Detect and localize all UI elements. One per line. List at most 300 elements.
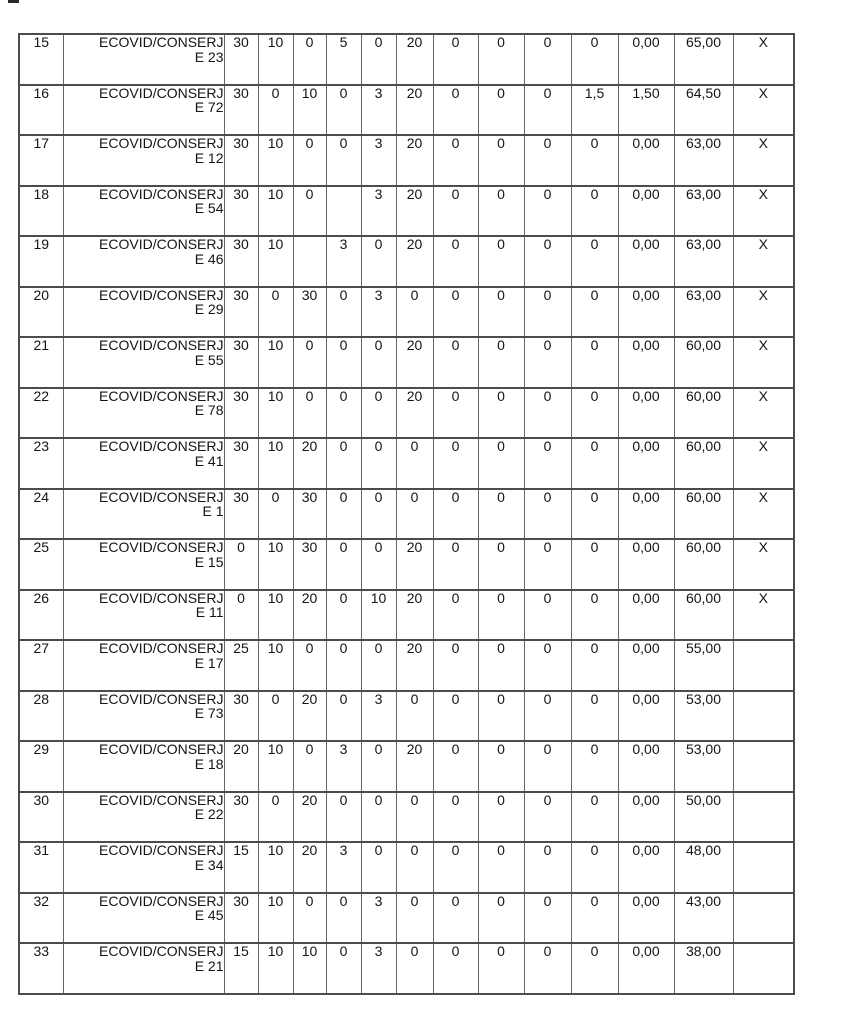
candidate-name-prefix: ECOVID/CONSERJ bbox=[99, 791, 224, 808]
score-cell-1: 20 bbox=[224, 741, 258, 792]
candidate-name-cell bbox=[63, 34, 224, 85]
score-cell-9: 0 bbox=[524, 236, 571, 287]
score-cell-7: 0 bbox=[433, 438, 478, 489]
score-cell-10: 0 bbox=[571, 388, 618, 439]
score-cell-10: 0 bbox=[571, 34, 618, 85]
candidate-code: E 72 bbox=[194, 99, 224, 115]
score-cell-3: 0 bbox=[293, 186, 326, 237]
candidate-name-prefix: ECOVID/CONSERJ bbox=[99, 438, 224, 454]
decimal-score-cell: 0,00 bbox=[618, 186, 674, 237]
total-score-cell: 43,00 bbox=[674, 893, 733, 944]
row-number: 25 bbox=[19, 539, 63, 590]
decimal-score-cell: 0,00 bbox=[618, 34, 674, 85]
score-cell-8: 0 bbox=[478, 893, 524, 944]
candidate-code: E 73 bbox=[194, 705, 224, 721]
score-cell-4: 0 bbox=[326, 287, 361, 338]
score-cell-2: 10 bbox=[258, 236, 293, 287]
score-cell-6: 0 bbox=[396, 943, 433, 994]
score-cell-3: 0 bbox=[293, 741, 326, 792]
selected-x-mark: X bbox=[733, 135, 794, 186]
table-row bbox=[19, 236, 794, 287]
total-score-cell: 38,00 bbox=[674, 943, 733, 994]
score-cell-1: 30 bbox=[224, 489, 258, 540]
score-cell-10: 0 bbox=[571, 539, 618, 590]
selected-x-mark bbox=[733, 640, 794, 691]
score-cell-1: 0 bbox=[224, 539, 258, 590]
decimal-score-cell: 0,00 bbox=[618, 792, 674, 843]
score-cell-6: 0 bbox=[396, 438, 433, 489]
total-score-cell: 63,00 bbox=[674, 287, 733, 338]
score-cell-6: 20 bbox=[396, 640, 433, 691]
score-cell-10: 0 bbox=[571, 135, 618, 186]
score-cell-2: 10 bbox=[258, 337, 293, 388]
selected-x-mark: X bbox=[733, 34, 794, 85]
table-row bbox=[19, 34, 794, 85]
score-cell-2: 10 bbox=[258, 135, 293, 186]
decimal-score-cell: 0,00 bbox=[618, 438, 674, 489]
candidate-name-cell bbox=[63, 893, 224, 944]
selected-x-mark: X bbox=[733, 287, 794, 338]
score-cell-5: 3 bbox=[361, 287, 396, 338]
candidate-name-prefix: ECOVID/CONSERJ bbox=[99, 842, 224, 858]
selected-x-mark: X bbox=[733, 85, 794, 136]
candidate-code: E 54 bbox=[194, 200, 224, 216]
score-cell-4: 0 bbox=[326, 135, 361, 186]
candidate-name-prefix: ECOVID/CONSERJ bbox=[99, 84, 224, 101]
score-cell-10: 0 bbox=[571, 842, 618, 893]
total-score-cell: 50,00 bbox=[674, 792, 733, 843]
score-cell-6: 20 bbox=[396, 337, 433, 388]
table-row bbox=[19, 287, 794, 338]
score-cell-8: 0 bbox=[478, 640, 524, 691]
score-cell-5: 0 bbox=[361, 792, 396, 843]
score-cell-9: 0 bbox=[524, 287, 571, 338]
score-cell-4: 3 bbox=[326, 842, 361, 893]
score-cell-7: 0 bbox=[433, 489, 478, 540]
total-score-cell: 63,00 bbox=[674, 135, 733, 186]
candidate-code: E 34 bbox=[194, 856, 224, 873]
score-cell-10: 0 bbox=[571, 489, 618, 540]
row-number: 22 bbox=[19, 388, 63, 439]
score-cell-1: 30 bbox=[224, 34, 258, 85]
score-cell-3: 20 bbox=[293, 691, 326, 742]
decimal-score-cell: 0,00 bbox=[618, 590, 674, 641]
score-cell-6: 0 bbox=[396, 792, 433, 843]
score-cell-5: 3 bbox=[361, 893, 396, 944]
score-cell-9: 0 bbox=[524, 590, 571, 641]
row-number: 33 bbox=[19, 943, 63, 994]
score-cell-1: 30 bbox=[224, 287, 258, 338]
candidate-name-cell bbox=[63, 842, 224, 893]
score-cell-5: 0 bbox=[361, 640, 396, 691]
table-body bbox=[19, 34, 794, 994]
score-cell-5: 3 bbox=[361, 85, 396, 136]
score-cell-8: 0 bbox=[478, 388, 524, 439]
score-cell-5: 0 bbox=[361, 34, 396, 85]
score-cell-7: 0 bbox=[433, 388, 478, 439]
candidate-name-prefix: ECOVID/CONSERJ bbox=[99, 337, 224, 353]
score-cell-1: 30 bbox=[224, 85, 258, 136]
score-cell-8: 0 bbox=[478, 539, 524, 590]
candidate-name-cell bbox=[63, 135, 224, 186]
score-cell-7: 0 bbox=[433, 792, 478, 843]
score-cell-5: 0 bbox=[361, 438, 396, 489]
table-row bbox=[19, 85, 794, 136]
selected-x-mark bbox=[733, 893, 794, 944]
score-cell-4: 3 bbox=[326, 236, 361, 287]
total-score-cell: 60,00 bbox=[674, 337, 733, 388]
score-cell-10: 0 bbox=[571, 337, 618, 388]
score-cell-4: 0 bbox=[326, 640, 361, 691]
row-number: 21 bbox=[19, 337, 63, 388]
candidate-name-prefix: ECOVID/CONSERJ bbox=[99, 387, 224, 404]
score-cell-3: 0 bbox=[293, 893, 326, 944]
score-cell-9: 0 bbox=[524, 489, 571, 540]
score-cell-7: 0 bbox=[433, 85, 478, 136]
row-number: 27 bbox=[19, 640, 63, 691]
candidate-name-prefix: ECOVID/CONSERJ bbox=[99, 286, 224, 303]
score-cell-2: 10 bbox=[258, 640, 293, 691]
decimal-score-cell: 0,00 bbox=[618, 539, 674, 590]
total-score-cell: 53,00 bbox=[674, 741, 733, 792]
score-cell-7: 0 bbox=[433, 943, 478, 994]
candidate-name-cell bbox=[63, 539, 224, 590]
score-cell-7: 0 bbox=[433, 893, 478, 944]
candidate-code: E 23 bbox=[194, 48, 224, 65]
candidate-name-prefix: ECOVID/CONSERJ bbox=[99, 135, 224, 151]
score-cell-4: 0 bbox=[326, 943, 361, 994]
selected-x-mark: X bbox=[733, 590, 794, 641]
score-cell-8: 0 bbox=[478, 135, 524, 186]
score-cell-4: 0 bbox=[326, 590, 361, 641]
score-cell-10: 0 bbox=[571, 792, 618, 843]
selected-x-mark bbox=[733, 792, 794, 843]
decimal-score-cell: 0,00 bbox=[618, 842, 674, 893]
total-score-cell: 55,00 bbox=[674, 640, 733, 691]
selected-x-mark: X bbox=[733, 539, 794, 590]
score-cell-6: 20 bbox=[396, 590, 433, 641]
score-cell-5: 10 bbox=[361, 590, 396, 641]
score-cell-7: 0 bbox=[433, 842, 478, 893]
score-cell-3: 20 bbox=[293, 438, 326, 489]
score-cell-8: 0 bbox=[478, 489, 524, 540]
score-cell-9: 0 bbox=[524, 539, 571, 590]
score-cell-2: 0 bbox=[258, 85, 293, 136]
score-cell-7: 0 bbox=[433, 539, 478, 590]
score-cell-5: 3 bbox=[361, 691, 396, 742]
candidate-name-prefix: ECOVID/CONSERJ bbox=[99, 892, 224, 909]
row-number: 26 bbox=[19, 590, 63, 641]
candidate-name-cell bbox=[63, 691, 224, 742]
score-cell-6: 0 bbox=[396, 893, 433, 944]
score-cell-2: 0 bbox=[258, 489, 293, 540]
table-row bbox=[19, 539, 794, 590]
score-cell-5: 3 bbox=[361, 943, 396, 994]
total-score-cell: 65,00 bbox=[674, 34, 733, 85]
score-cell-10: 0 bbox=[571, 438, 618, 489]
score-cell-8: 0 bbox=[478, 34, 524, 85]
candidate-name-cell bbox=[63, 438, 224, 489]
candidate-code: E 29 bbox=[194, 301, 224, 317]
candidate-code: E 1 bbox=[202, 503, 224, 519]
candidate-name-cell bbox=[63, 792, 224, 843]
score-cell-7: 0 bbox=[433, 186, 478, 237]
score-cell-5: 3 bbox=[361, 135, 396, 186]
row-number: 28 bbox=[19, 691, 63, 742]
score-cell-9: 0 bbox=[524, 792, 571, 843]
score-cell-7: 0 bbox=[433, 640, 478, 691]
score-cell-9: 0 bbox=[524, 438, 571, 489]
candidate-name-cell bbox=[63, 388, 224, 439]
score-cell-10: 0 bbox=[571, 893, 618, 944]
score-cell-3: 0 bbox=[293, 34, 326, 85]
decimal-score-cell: 0,00 bbox=[618, 691, 674, 742]
score-cell-6: 0 bbox=[396, 489, 433, 540]
score-cell-3: 30 bbox=[293, 539, 326, 590]
score-cell-4: 3 bbox=[326, 741, 361, 792]
score-cell-8: 0 bbox=[478, 236, 524, 287]
total-score-cell: 60,00 bbox=[674, 388, 733, 439]
decimal-score-cell: 0,00 bbox=[618, 943, 674, 994]
candidate-name-cell bbox=[63, 337, 224, 388]
score-cell-10: 0 bbox=[571, 186, 618, 237]
score-cell-7: 0 bbox=[433, 590, 478, 641]
score-cell-3: 0 bbox=[293, 640, 326, 691]
score-cell-7: 0 bbox=[433, 691, 478, 742]
decimal-score-cell: 0,00 bbox=[618, 741, 674, 792]
score-cell-6: 20 bbox=[396, 539, 433, 590]
score-cell-4: 0 bbox=[326, 388, 361, 439]
candidate-code: E 18 bbox=[194, 755, 224, 772]
selected-x-mark bbox=[733, 943, 794, 994]
score-cell-10: 0 bbox=[571, 640, 618, 691]
score-cell-3: 20 bbox=[293, 590, 326, 641]
candidate-name-prefix: ECOVID/CONSERJ bbox=[99, 185, 224, 202]
score-cell-9: 0 bbox=[524, 741, 571, 792]
selected-x-mark: X bbox=[733, 388, 794, 439]
candidate-name-cell bbox=[63, 186, 224, 237]
score-cell-6: 0 bbox=[396, 287, 433, 338]
score-cell-9: 0 bbox=[524, 186, 571, 237]
score-cell-5: 0 bbox=[361, 337, 396, 388]
score-cell-5: 0 bbox=[361, 539, 396, 590]
decimal-score-cell: 0,00 bbox=[618, 337, 674, 388]
total-score-cell: 53,00 bbox=[674, 691, 733, 742]
score-cell-9: 0 bbox=[524, 893, 571, 944]
score-cell-9: 0 bbox=[524, 34, 571, 85]
score-cell-1: 30 bbox=[224, 135, 258, 186]
candidate-name-cell bbox=[63, 236, 224, 287]
score-cell-9: 0 bbox=[524, 943, 571, 994]
score-cell-3: 0 bbox=[293, 135, 326, 186]
candidate-code: E 55 bbox=[194, 351, 224, 368]
score-cell-2: 10 bbox=[258, 186, 293, 237]
row-number: 16 bbox=[19, 85, 63, 136]
candidate-name-cell bbox=[63, 287, 224, 338]
candidate-name-prefix: ECOVID/CONSERJ bbox=[99, 539, 224, 555]
total-score-cell: 60,00 bbox=[674, 489, 733, 540]
candidate-code: E 11 bbox=[195, 604, 224, 620]
score-cell-1: 30 bbox=[224, 792, 258, 843]
table-row bbox=[19, 489, 794, 540]
candidate-name-prefix: ECOVID/CONSERJ bbox=[99, 741, 224, 757]
score-cell-10: 0 bbox=[571, 943, 618, 994]
selected-x-mark: X bbox=[733, 186, 794, 237]
table-row bbox=[19, 590, 794, 641]
score-cell-8: 0 bbox=[478, 337, 524, 388]
selected-x-mark bbox=[733, 842, 794, 893]
score-cell-4: 0 bbox=[326, 489, 361, 540]
score-cell-8: 0 bbox=[478, 590, 524, 641]
row-number: 31 bbox=[19, 842, 63, 893]
decimal-score-cell: 0,00 bbox=[618, 388, 674, 439]
candidate-code: E 45 bbox=[194, 907, 224, 923]
score-cell-3 bbox=[293, 236, 326, 287]
row-number: 15 bbox=[19, 34, 63, 85]
decimal-score-cell: 0,00 bbox=[618, 236, 674, 287]
total-score-cell: 60,00 bbox=[674, 438, 733, 489]
candidate-code: E 78 bbox=[194, 402, 224, 418]
score-cell-2: 10 bbox=[258, 34, 293, 85]
candidate-name-cell bbox=[63, 85, 224, 136]
score-cell-6: 20 bbox=[396, 236, 433, 287]
score-cell-1: 30 bbox=[224, 438, 258, 489]
score-cell-6: 20 bbox=[396, 34, 433, 85]
score-cell-4: 5 bbox=[326, 34, 361, 85]
score-cell-10: 0 bbox=[571, 236, 618, 287]
score-cell-8: 0 bbox=[478, 792, 524, 843]
score-cell-1: 30 bbox=[224, 337, 258, 388]
candidate-name-cell bbox=[63, 590, 224, 641]
total-score-cell: 60,00 bbox=[674, 590, 733, 641]
decimal-score-cell: 0,00 bbox=[618, 640, 674, 691]
score-cell-9: 0 bbox=[524, 640, 571, 691]
score-cell-2: 10 bbox=[258, 842, 293, 893]
row-number: 24 bbox=[19, 489, 63, 540]
score-cell-9: 0 bbox=[524, 842, 571, 893]
selected-x-mark: X bbox=[733, 236, 794, 287]
score-cell-6: 20 bbox=[396, 388, 433, 439]
table-row bbox=[19, 640, 794, 691]
candidate-code: E 22 bbox=[194, 806, 224, 822]
score-cell-2: 10 bbox=[258, 741, 293, 792]
score-cell-8: 0 bbox=[478, 186, 524, 237]
decimal-score-cell: 0,00 bbox=[618, 135, 674, 186]
score-cell-3: 0 bbox=[293, 388, 326, 439]
score-cell-8: 0 bbox=[478, 691, 524, 742]
decimal-score-cell: 0,00 bbox=[618, 893, 674, 944]
score-cell-1: 15 bbox=[224, 943, 258, 994]
score-cell-7: 0 bbox=[433, 337, 478, 388]
score-cell-6: 0 bbox=[396, 842, 433, 893]
score-cell-5: 0 bbox=[361, 388, 396, 439]
score-cell-3: 20 bbox=[293, 842, 326, 893]
score-cell-3: 30 bbox=[293, 287, 326, 338]
score-cell-5: 0 bbox=[361, 842, 396, 893]
table-row bbox=[19, 337, 794, 388]
total-score-cell: 60,00 bbox=[674, 539, 733, 590]
table-row bbox=[19, 842, 794, 893]
score-cell-1: 30 bbox=[224, 186, 258, 237]
candidate-name-prefix: ECOVID/CONSERJ bbox=[99, 488, 224, 505]
score-cell-4: 0 bbox=[326, 792, 361, 843]
table-row bbox=[19, 135, 794, 186]
table-row bbox=[19, 893, 794, 944]
score-cell-2: 10 bbox=[258, 438, 293, 489]
candidate-name-prefix: ECOVID/CONSERJ bbox=[99, 640, 224, 656]
score-cell-4: 0 bbox=[326, 691, 361, 742]
score-cell-2: 0 bbox=[258, 792, 293, 843]
score-cell-8: 0 bbox=[478, 842, 524, 893]
table-row bbox=[19, 943, 794, 994]
table-row bbox=[19, 186, 794, 237]
score-cell-7: 0 bbox=[433, 135, 478, 186]
candidate-name-prefix: ECOVID/CONSERJ bbox=[99, 690, 224, 707]
score-cell-7: 0 bbox=[433, 34, 478, 85]
score-cell-4: 0 bbox=[326, 85, 361, 136]
score-cell-2: 10 bbox=[258, 893, 293, 944]
candidate-code: E 41 bbox=[194, 452, 224, 469]
score-cell-5: 0 bbox=[361, 236, 396, 287]
score-cell-10: 0 bbox=[571, 691, 618, 742]
candidate-name-cell bbox=[63, 489, 224, 540]
selected-x-mark: X bbox=[733, 438, 794, 489]
score-cell-1: 15 bbox=[224, 842, 258, 893]
candidate-code: E 12 bbox=[194, 149, 224, 166]
score-cell-7: 0 bbox=[433, 287, 478, 338]
selected-x-mark bbox=[733, 741, 794, 792]
score-cell-10: 1,5 bbox=[571, 85, 618, 136]
score-cell-5: 3 bbox=[361, 186, 396, 237]
score-cell-9: 0 bbox=[524, 135, 571, 186]
score-cell-8: 0 bbox=[478, 438, 524, 489]
score-cell-3: 30 bbox=[293, 489, 326, 540]
row-number: 29 bbox=[19, 741, 63, 792]
candidate-name-prefix: ECOVID/CONSERJ bbox=[99, 236, 224, 252]
score-cell-8: 0 bbox=[478, 741, 524, 792]
score-cell-3: 10 bbox=[293, 85, 326, 136]
table-row bbox=[19, 388, 794, 439]
score-cell-3: 0 bbox=[293, 337, 326, 388]
candidate-name-prefix: ECOVID/CONSERJ bbox=[99, 34, 224, 50]
score-cell-2: 10 bbox=[258, 943, 293, 994]
score-cell-10: 0 bbox=[571, 741, 618, 792]
candidate-code: E 46 bbox=[194, 250, 224, 267]
score-cell-1: 30 bbox=[224, 893, 258, 944]
score-cell-10: 0 bbox=[571, 590, 618, 641]
score-cell-9: 0 bbox=[524, 85, 571, 136]
score-cell-6: 20 bbox=[396, 186, 433, 237]
score-cell-10: 0 bbox=[571, 287, 618, 338]
row-number: 23 bbox=[19, 438, 63, 489]
score-cell-6: 20 bbox=[396, 85, 433, 136]
candidate-code: E 21 bbox=[194, 957, 224, 974]
score-cell-4: 0 bbox=[326, 337, 361, 388]
total-score-cell: 64,50 bbox=[674, 85, 733, 136]
score-cell-9: 0 bbox=[524, 388, 571, 439]
score-cell-2: 0 bbox=[258, 691, 293, 742]
score-cell-4: 0 bbox=[326, 893, 361, 944]
score-cell-9: 0 bbox=[524, 337, 571, 388]
score-cell-7: 0 bbox=[433, 236, 478, 287]
candidate-code: E 17 bbox=[194, 654, 224, 671]
row-number: 20 bbox=[19, 287, 63, 338]
candidate-name-cell bbox=[63, 943, 224, 994]
score-cell-1: 30 bbox=[224, 236, 258, 287]
candidate-code: E 15 bbox=[194, 553, 224, 570]
score-cell-6: 0 bbox=[396, 691, 433, 742]
decimal-score-cell: 1,50 bbox=[618, 85, 674, 136]
